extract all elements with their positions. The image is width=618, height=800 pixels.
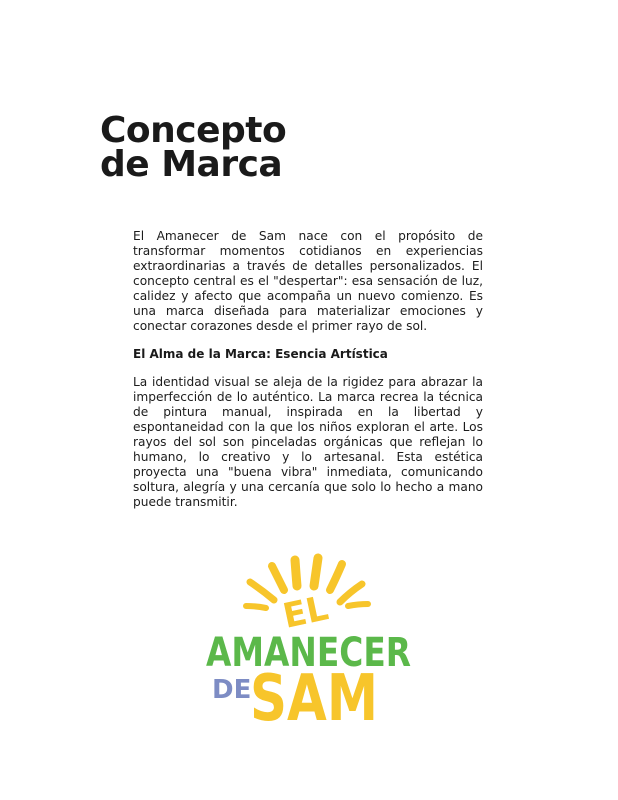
brand-logo xyxy=(200,548,420,738)
intro-paragraph: El Amanecer de Sam nace con el propósito de transformar momentos cotidianos en experiencias extraordinarias a través de detalles personalizados. El concepto central es el "despertar": esa sensación de luz, calidez y afecto que acompaña un nuevo comienzo. Es una marca diseñada para materializar emociones y conectar corazones desde el primer rayo de sol. xyxy=(133,229,483,333)
page-title-line-2: de Marca xyxy=(100,144,283,185)
logo-word-amanecer: AMANECER xyxy=(206,630,411,676)
logo-word-el: EL xyxy=(279,588,332,637)
page-title xyxy=(100,110,287,185)
essence-paragraph: La identidad visual se aleja de la rigidez para abrazar la imperfección de lo auténtico. La marca recrea la técnica de pintura manual, inspirada en la libertad y espontaneidad con la que los niños exploran el arte. Los rayos del sol son pinceladas orgánicas que reflejan lo humano, lo creativo y lo artesanal. Esta estética proyecta una "buena vibra" inmediata, comunicando soltura, alegría y una cercanía que solo lo hecho a mano puede transmitir. xyxy=(133,375,483,509)
page-title-line-1: Concepto xyxy=(100,110,287,151)
logo-word-de: DE xyxy=(212,675,252,705)
section-subheading: El Alma de la Marca: Esencia Artística xyxy=(133,347,388,361)
sun-logo-graphic xyxy=(200,548,420,738)
logo-word-sam: SAM xyxy=(250,662,378,736)
